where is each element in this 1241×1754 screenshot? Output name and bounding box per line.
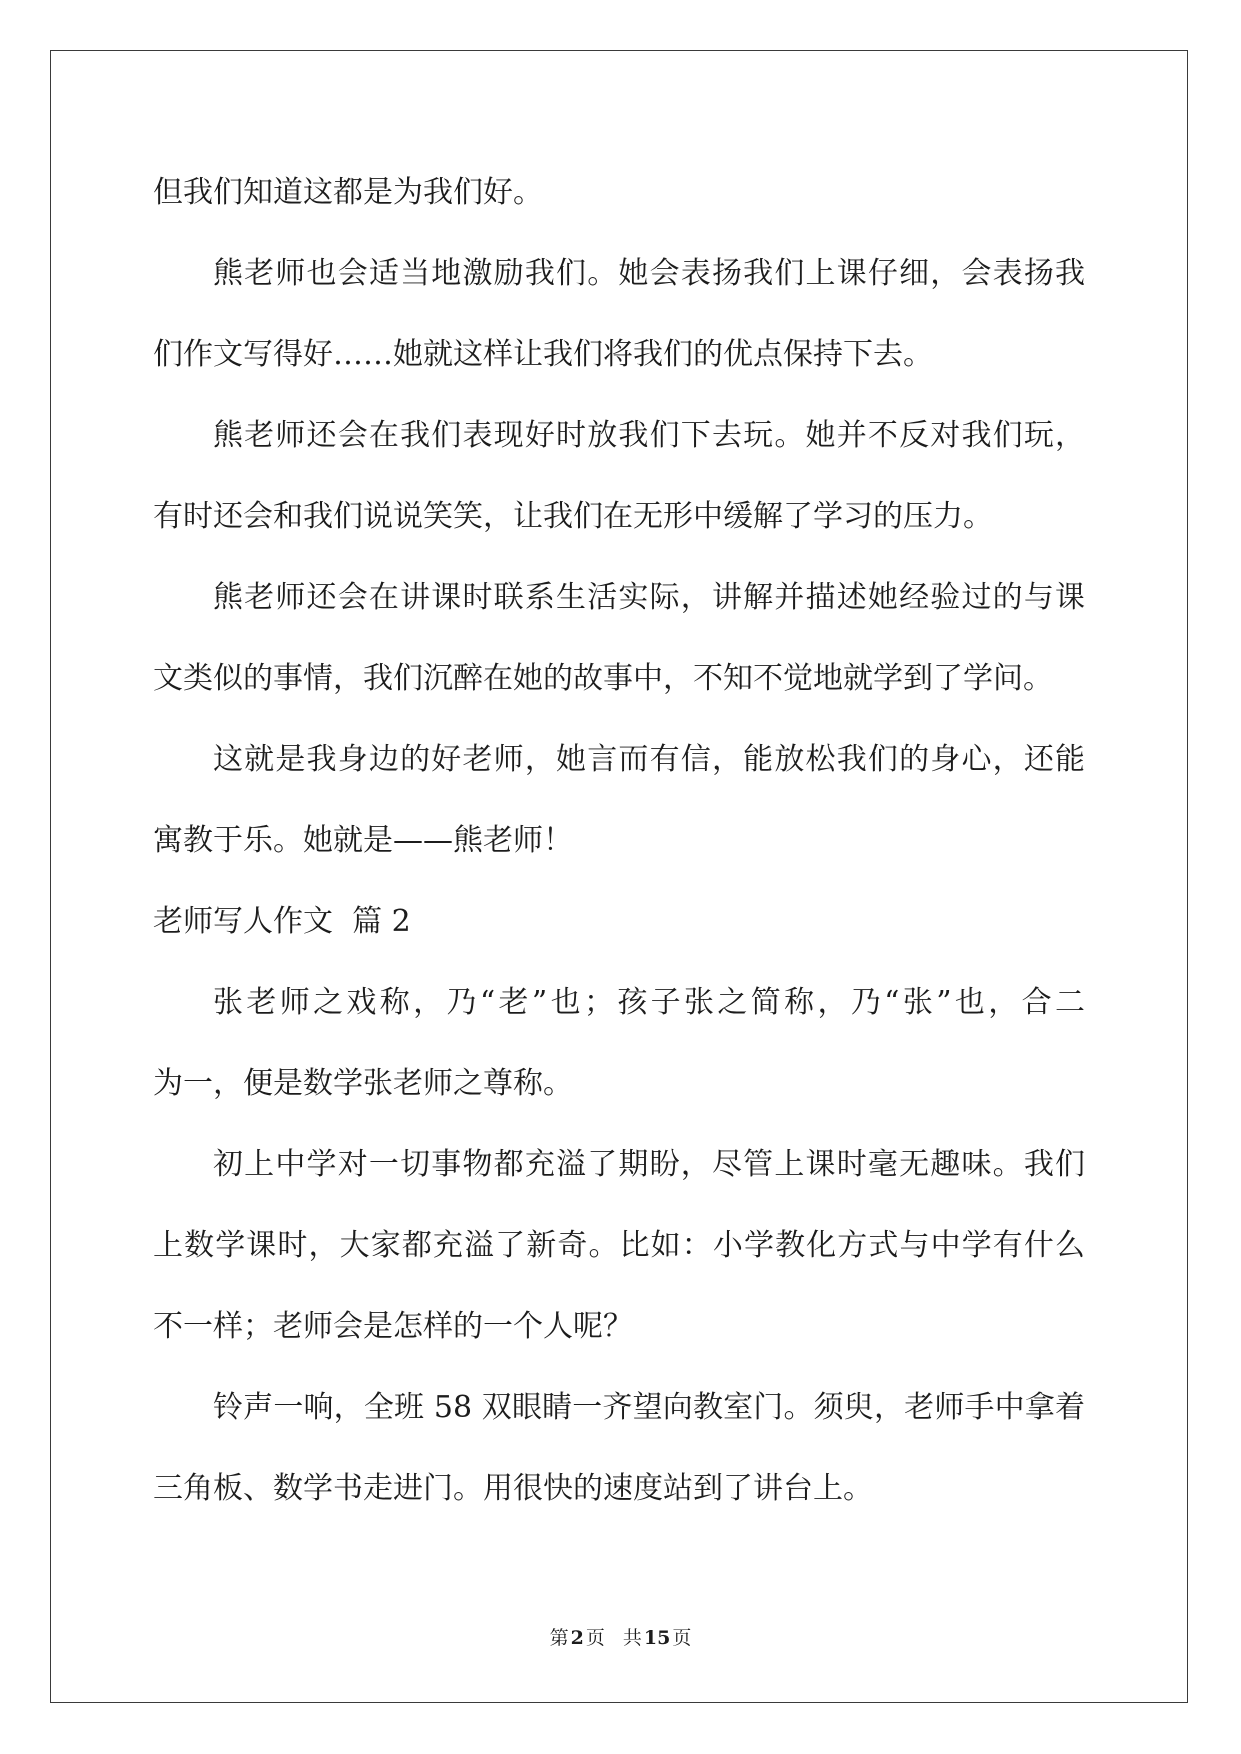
- text-line: 初上中学对一切事物都充溢了期盼，尽管上课时毫无趣味。我们: [213, 1147, 1085, 1182]
- page-number-suffix: 页: [585, 1627, 605, 1649]
- page-footer: [0, 1625, 1241, 1651]
- paragraph: [153, 152, 1085, 233]
- text-line: 寓教于乐。她就是——熊老师！: [153, 823, 573, 858]
- paragraph: [153, 1124, 1085, 1367]
- total-page-count: 15: [643, 1627, 671, 1649]
- text-line: 熊老师还会在讲课时联系生活实际，讲解并描述她经验过的与课: [213, 580, 1085, 615]
- page-number-prefix: 第: [549, 1627, 569, 1649]
- text-line: 但我们知道这都是为我们好。: [153, 175, 543, 210]
- text-line: 上数学课时，大家都充溢了新奇。比如：小学教化方式与中学有什么: [153, 1228, 1085, 1263]
- paragraph: [153, 962, 1085, 1124]
- text-line: 铃声一响，全班 58 双眼睛一齐望向教室门。须臾，老师手中拿着: [213, 1390, 1085, 1425]
- text-line: 熊老师还会在我们表现好时放我们下去玩。她并不反对我们玩，: [213, 418, 1085, 453]
- text-line: 这就是我身边的好老师，她言而有信，能放松我们的身心，还能: [213, 742, 1085, 777]
- text-line: 文类似的事情，我们沉醉在她的故事中，不知不觉地就学到了学问。: [153, 661, 1053, 696]
- text-line: 熊老师也会适当地激励我们。她会表扬我们上课仔细，会表扬我: [213, 256, 1085, 291]
- text-line: 三角板、数学书走进门。用很快的速度站到了讲台上。: [153, 1471, 873, 1506]
- text-line: 不一样；老师会是怎样的一个人呢？: [153, 1309, 633, 1344]
- total-pages-suffix: 页: [672, 1627, 692, 1649]
- paragraph: [153, 395, 1085, 557]
- paragraph: [153, 233, 1085, 395]
- paragraph: [153, 719, 1085, 881]
- heading-text: 老师写人作文 篇 2: [153, 904, 411, 939]
- document-body: [153, 152, 1085, 1529]
- paragraph: [153, 557, 1085, 719]
- text-line: 们作文写得好……她就这样让我们将我们的优点保持下去。: [153, 337, 933, 372]
- text-line: 有时还会和我们说说笑笑，让我们在无形中缓解了学习的压力。: [153, 499, 993, 534]
- paragraph: [153, 1367, 1085, 1529]
- section-heading: [153, 881, 1085, 962]
- text-line: 为一，便是数学张老师之尊称。: [153, 1066, 573, 1101]
- current-page-number: 2: [570, 1627, 584, 1649]
- total-pages-prefix: 共: [622, 1627, 642, 1649]
- text-line: 张老师之戏称，乃“老”也；孩子张之简称，乃“张”也，合二: [213, 985, 1085, 1020]
